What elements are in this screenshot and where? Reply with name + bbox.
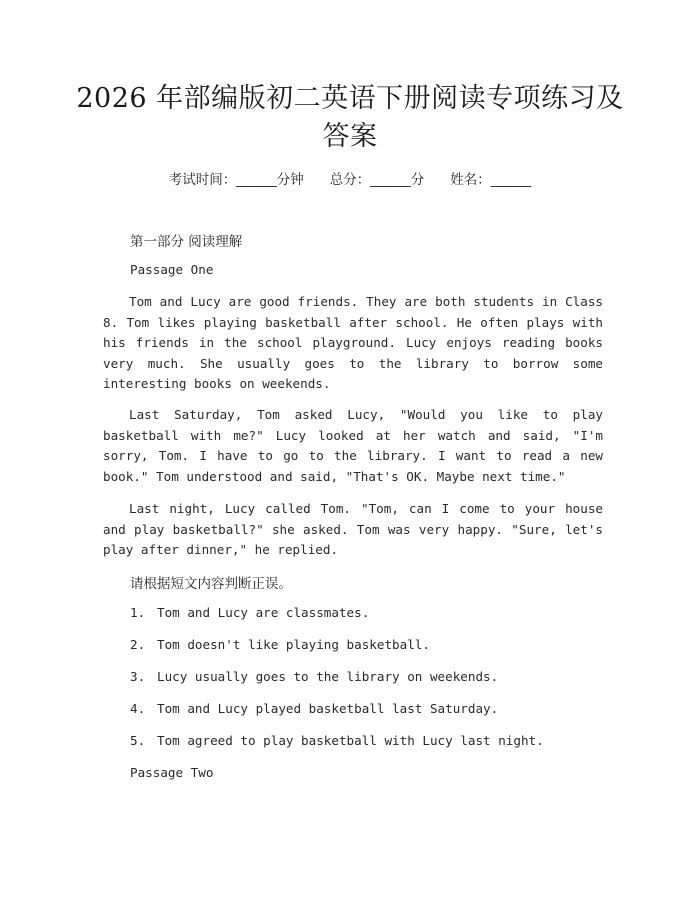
question-item [130,637,430,652]
exam-time-field: 考试时间：______分钟 [168,172,304,188]
title-line-2: 答案 [322,121,378,152]
passage-one-paragraph-3: Last night, Lucy called Tom. "Tom, can I come to your house and play basketball?" she asked. Tom was very happy. "Sure, let's play after dinner," he replied. [103,501,603,558]
total-score-field: 总分：______分 [329,172,425,188]
question-item [130,669,498,684]
question-text: Tom and Lucy are classmates. [157,605,370,620]
document-title [60,80,640,156]
section-heading: 第一部分 阅读理解 [130,234,243,250]
passage-one-instruction: 请根据短文内容判断正误。 [130,576,292,592]
exam-meta [0,168,700,188]
question-number: 1. [130,605,146,620]
question-text: Lucy usually goes to the library on weekends. [157,669,499,684]
question-text: Tom and Lucy played basketball last Saturday. [157,701,499,716]
question-number: 4. [130,701,146,716]
question-item [130,701,498,716]
question-number: 3. [130,669,146,684]
student-name-field: 姓名：______ [450,172,532,188]
question-item [130,605,369,620]
question-text: Tom doesn't like playing basketball. [157,637,430,652]
passage-one-paragraph-2: Last Saturday, Tom asked Lucy, "Would you like to play basketball with me?" Lucy looked at her watch and said, "I'm sorry, Tom. I have to go to the library. I want to read a new book." Tom understood and said, "That's OK. Maybe next time." [103,407,603,484]
passage-one-paragraph-1: Tom and Lucy are good friends. They are both students in Class 8. Tom likes playing basketball after school. He often plays with his friends in the school playground. Lucy enjoys reading books very much. She usually goes to the library to borrow some interesting books on weekends. [103,294,603,392]
passage-two-heading: Passage Two [130,765,214,780]
passage-one-heading: Passage One [130,262,214,277]
question-number: 2. [130,637,146,652]
title-line-1: 2026 年部编版初二英语下册阅读专项练习及 [76,83,624,114]
question-number: 5. [130,733,146,748]
question-item [130,733,544,748]
question-text: Tom agreed to play basketball with Lucy last night. [157,733,544,748]
